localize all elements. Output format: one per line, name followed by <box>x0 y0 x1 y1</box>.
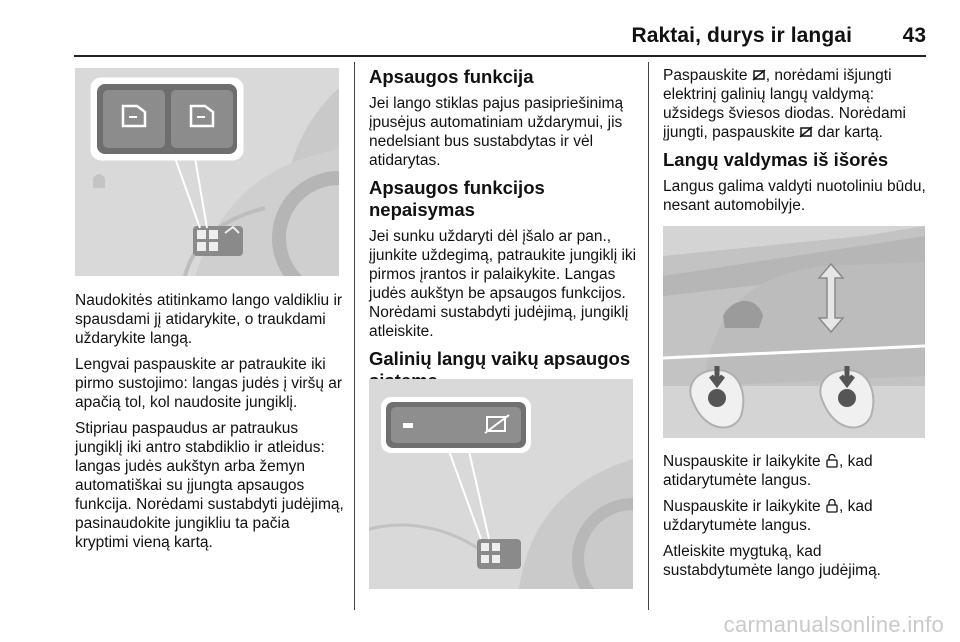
heading-remote-window-control: Langų valdymas iš išorės <box>663 149 889 170</box>
heading-protection-function: Apsaugos funkcija <box>369 66 534 87</box>
watermark: carmanualsonline.info <box>723 612 944 637</box>
column-divider-left <box>354 62 355 610</box>
header-rule <box>74 55 926 57</box>
right-paragraph-5: Atleiskite mygtuką, kad sustabdytumėte lango judėjimą. <box>663 543 881 579</box>
left-column <box>75 291 347 559</box>
middle-column <box>369 66 641 398</box>
heading-override-protection: Apsaugos funkcijos nepaisymas <box>369 177 545 220</box>
right-paragraph-1 <box>663 66 935 142</box>
right-column-bottom <box>663 452 935 587</box>
page-header <box>0 0 960 58</box>
right-paragraph-4-before: Nuspauskite ir laikykite <box>663 498 821 515</box>
page-number: 43 <box>902 24 926 47</box>
right-paragraph-4 <box>663 497 935 535</box>
child-lock-figure <box>369 379 633 589</box>
right-paragraph-4-after: , kad uždarytumėte langus. <box>663 498 873 534</box>
heading-child-safety: Galinių langų vaikų apsaugos <box>369 348 631 369</box>
section-title: Raktai, durys ir langai <box>631 24 852 47</box>
lock-padlock-icon <box>825 499 839 513</box>
right-paragraph-1-end: dar kartą. <box>817 124 883 141</box>
child-lock-illustration <box>369 379 633 589</box>
right-paragraph-3-before: Nuspauskite ir laikykite <box>663 453 821 470</box>
left-paragraph-2: Lengvai paspauskite ar patraukite iki pirmo sustojimo: langas judės į viršų ar apačią tol, kol naudosite jungiklį. <box>75 356 343 411</box>
door-panel-illustration <box>75 68 339 276</box>
right-paragraph-2: Langus galima valdyti nuotoliniu būdu, nesant automobilyje. <box>663 178 926 214</box>
right-paragraph-3 <box>663 452 935 490</box>
rear-window-lock-icon-2 <box>799 125 813 139</box>
rear-window-lock-icon <box>752 68 766 82</box>
door-switch-figure <box>75 68 339 276</box>
remote-window-figure <box>663 226 925 438</box>
right-column-top <box>663 66 935 222</box>
middle-paragraph-1: Jei lango stiklas pajus pasipriešinimą įpusėjus automatiniam uždarymui, jis nedelsiant bus sustabdytas ir vėl atidarytas. <box>369 95 624 169</box>
column-divider-right <box>648 62 649 610</box>
right-paragraph-1-after: , norėdami išjungti elektrinį galinių langų valdymą: užsidegs šviesos diodas. Norėdami įjungti, paspauskite <box>663 67 906 141</box>
unlock-padlock-icon <box>825 454 839 468</box>
right-paragraph-1-before: Paspauskite <box>663 67 748 84</box>
left-paragraph-3: Stipriau paspaudus ar patraukus jungiklį iki antro stabdiklio ir atleidus: langas judės aukštyn arba žemyn automatiškai su įjungta apsaugos funkcija. Norėdami sustabdyti judėjimą, pasinaudokite jungikliu ta pačia kryptimi vieną kartą. <box>75 420 344 551</box>
car-window-remote-illustration <box>663 226 925 438</box>
right-paragraph-3-after: , kad atidarytumėte langus. <box>663 453 873 489</box>
middle-paragraph-2: Jei sunku uždaryti dėl įšalo ar pan., įjunkite uždegimą, patraukite jungiklį iki pirmos įrantos ir palaikykite. Langas judės aukštyn be apsaugos funkcijos. Norėdami sustabdyti judėjimą, jungiklį atleiskite. <box>369 228 637 340</box>
left-paragraph-1: Naudokitės atitinkamo lango valdikliu ir spausdami jį atidarykite, o traukdami uždarykite langą. <box>75 292 343 347</box>
